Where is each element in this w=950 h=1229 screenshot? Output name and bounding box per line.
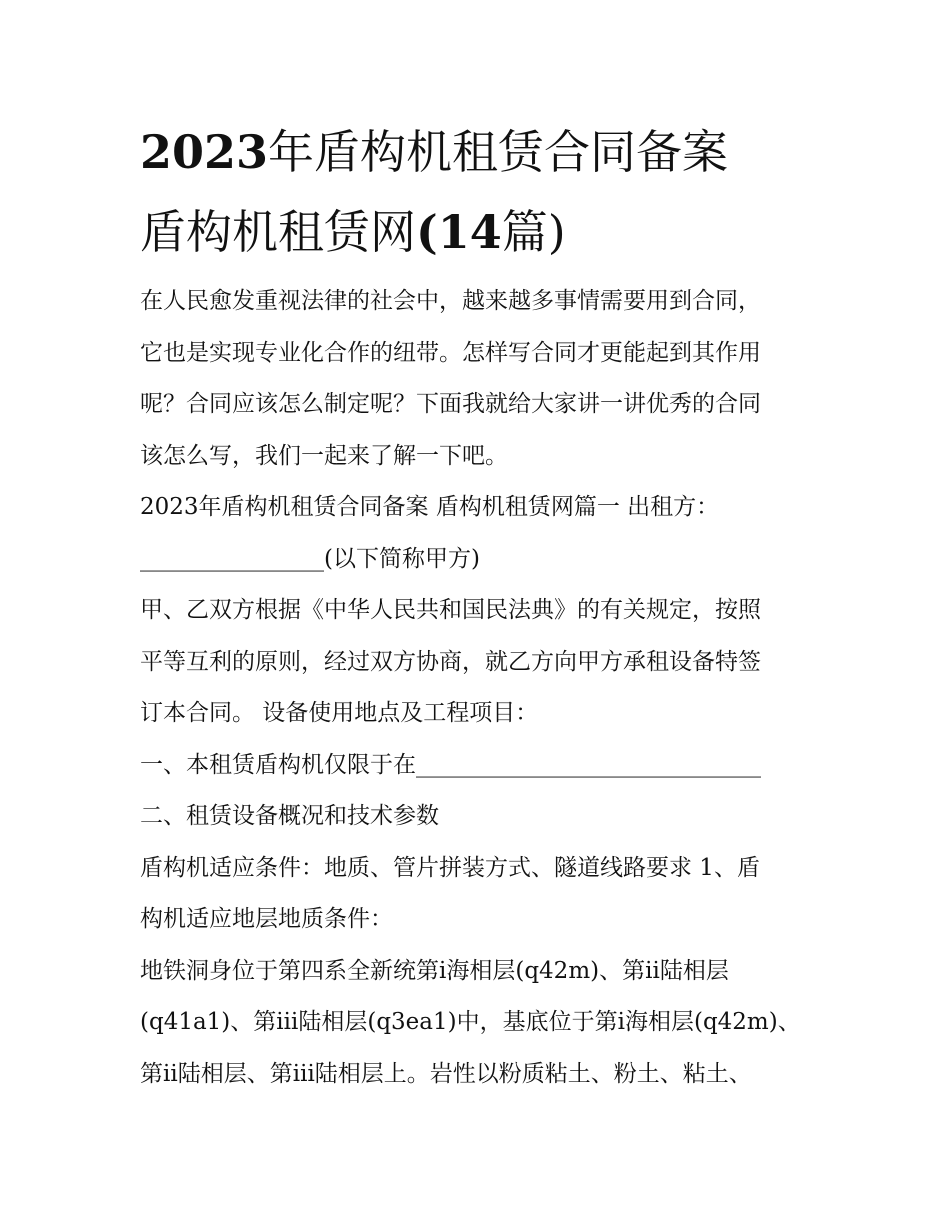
body-line-4: 该怎么写，我们一起来了解一下吧。 <box>140 442 508 469</box>
title-line-2: 盾构机租赁网(14篇) <box>140 205 566 259</box>
title-year: 2023 <box>140 125 269 179</box>
body-line-9: 订本合同。 设备使用地点及工程项目： <box>140 700 539 726</box>
body-line-7: 甲、乙双方根据《中华人民共和国民法典》的有关规定，按照 <box>140 597 761 623</box>
document-title <box>140 112 830 272</box>
body-line-11: 二、租赁设备概况和技术参数 <box>140 803 439 829</box>
body-line-6: ________________(以下简称甲方) <box>140 545 480 572</box>
body-line-16: 第ⅱ陆相层、第ⅲ陆相层上。岩性以粉质粘土、粉土、粘土、 <box>140 1060 752 1087</box>
body-line-12: 盾构机适应条件：地质、管片拼装方式、隧道线路要求 1、盾 <box>140 854 760 881</box>
body-line-14: 地铁洞身位于第四系全新统第ⅰ海相层(q42m)、第ⅱ陆相层 <box>140 957 729 984</box>
body-line-10: 一、本租赁盾构机仅限于在______________________________ <box>140 751 761 778</box>
document-body <box>140 276 820 1100</box>
body-line-8: 平等互利的原则，经过双方协商，就乙方向甲方承租设备特签 <box>140 648 761 675</box>
body-line-1: 在人民愈发重视法律的社会中，越来越多事情需要用到合同， <box>140 288 761 314</box>
body-line-3: 呢？合同应该怎么制定呢？下面我就给大家讲一讲优秀的合同 <box>140 391 761 417</box>
body-line-13: 构机适应地层地质条件： <box>140 906 393 932</box>
body-line-2: 它也是实现专业化合作的纽带。怎样写合同才更能起到其作用 <box>140 339 761 366</box>
title-count: (14 <box>416 205 502 259</box>
body-line-15: (q41a1)、第ⅲ陆相层(q3ea1)中，基底位于第ⅰ海相层(q42m)、 <box>140 1009 801 1035</box>
body-line-5: 2023年盾构机租赁合同备案 盾构机租赁网篇一 出租方： <box>140 494 720 520</box>
title-line-1: 2023年盾构机租赁合同备案 <box>140 125 729 179</box>
